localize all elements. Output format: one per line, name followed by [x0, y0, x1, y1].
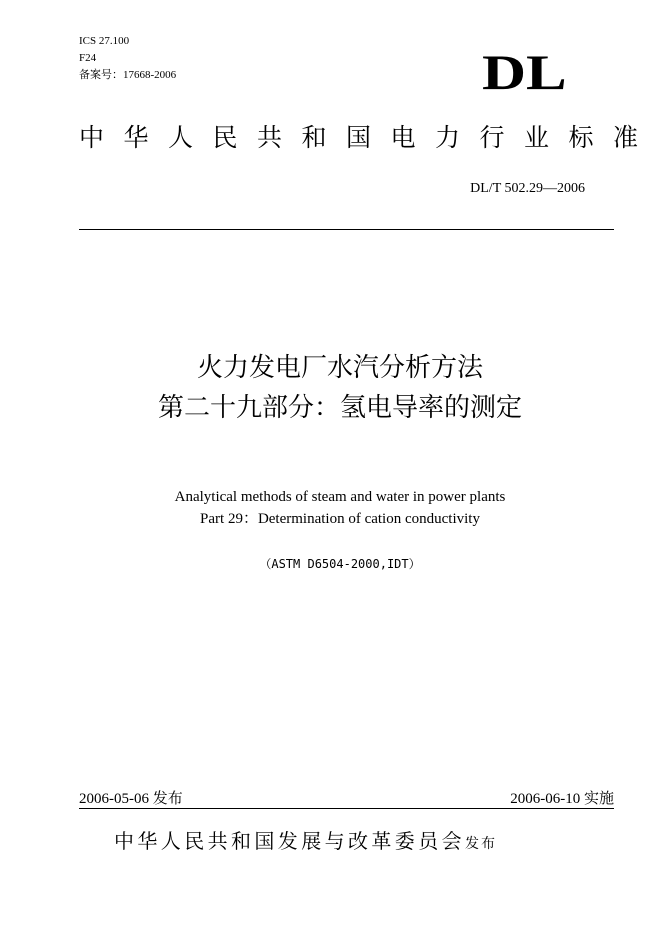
classification-code: F24 — [79, 52, 97, 64]
ics-code: ICS 27.100 — [79, 35, 130, 47]
chinese-title-line-2: 第二十九部分：氢电导率的测定 — [157, 393, 522, 423]
issue-date: 2006-05-06 发布 — [79, 791, 183, 807]
issuer-organization: 中华人民共和国发展与改革委员会 — [114, 829, 465, 853]
standard-code: DL/T 502.29—2006 — [470, 181, 585, 196]
metadata-block — [79, 33, 176, 84]
standard-title: 中华人民共和国电力行业标准 — [79, 123, 658, 152]
implementation-date: 2006-06-10 实施 — [510, 791, 614, 807]
english-title-line-2: Part 29：Determination of cation conductivity — [200, 511, 480, 527]
chinese-title-line-1: 火力发电厂水汽分析方法 — [196, 353, 483, 383]
top-divider — [79, 229, 614, 230]
issuer — [114, 827, 497, 858]
record-number: 备案号：17668-2006 — [79, 69, 177, 81]
issuer-suffix: 发布 — [465, 836, 497, 852]
astm-reference: （ASTM D6504-2000,IDT） — [259, 557, 421, 571]
chinese-title — [0, 348, 662, 428]
dl-logo: DL — [482, 44, 567, 100]
bottom-divider — [79, 808, 614, 809]
english-title — [0, 486, 662, 530]
english-title-line-1: Analytical methods of steam and water in power plants — [174, 489, 506, 505]
